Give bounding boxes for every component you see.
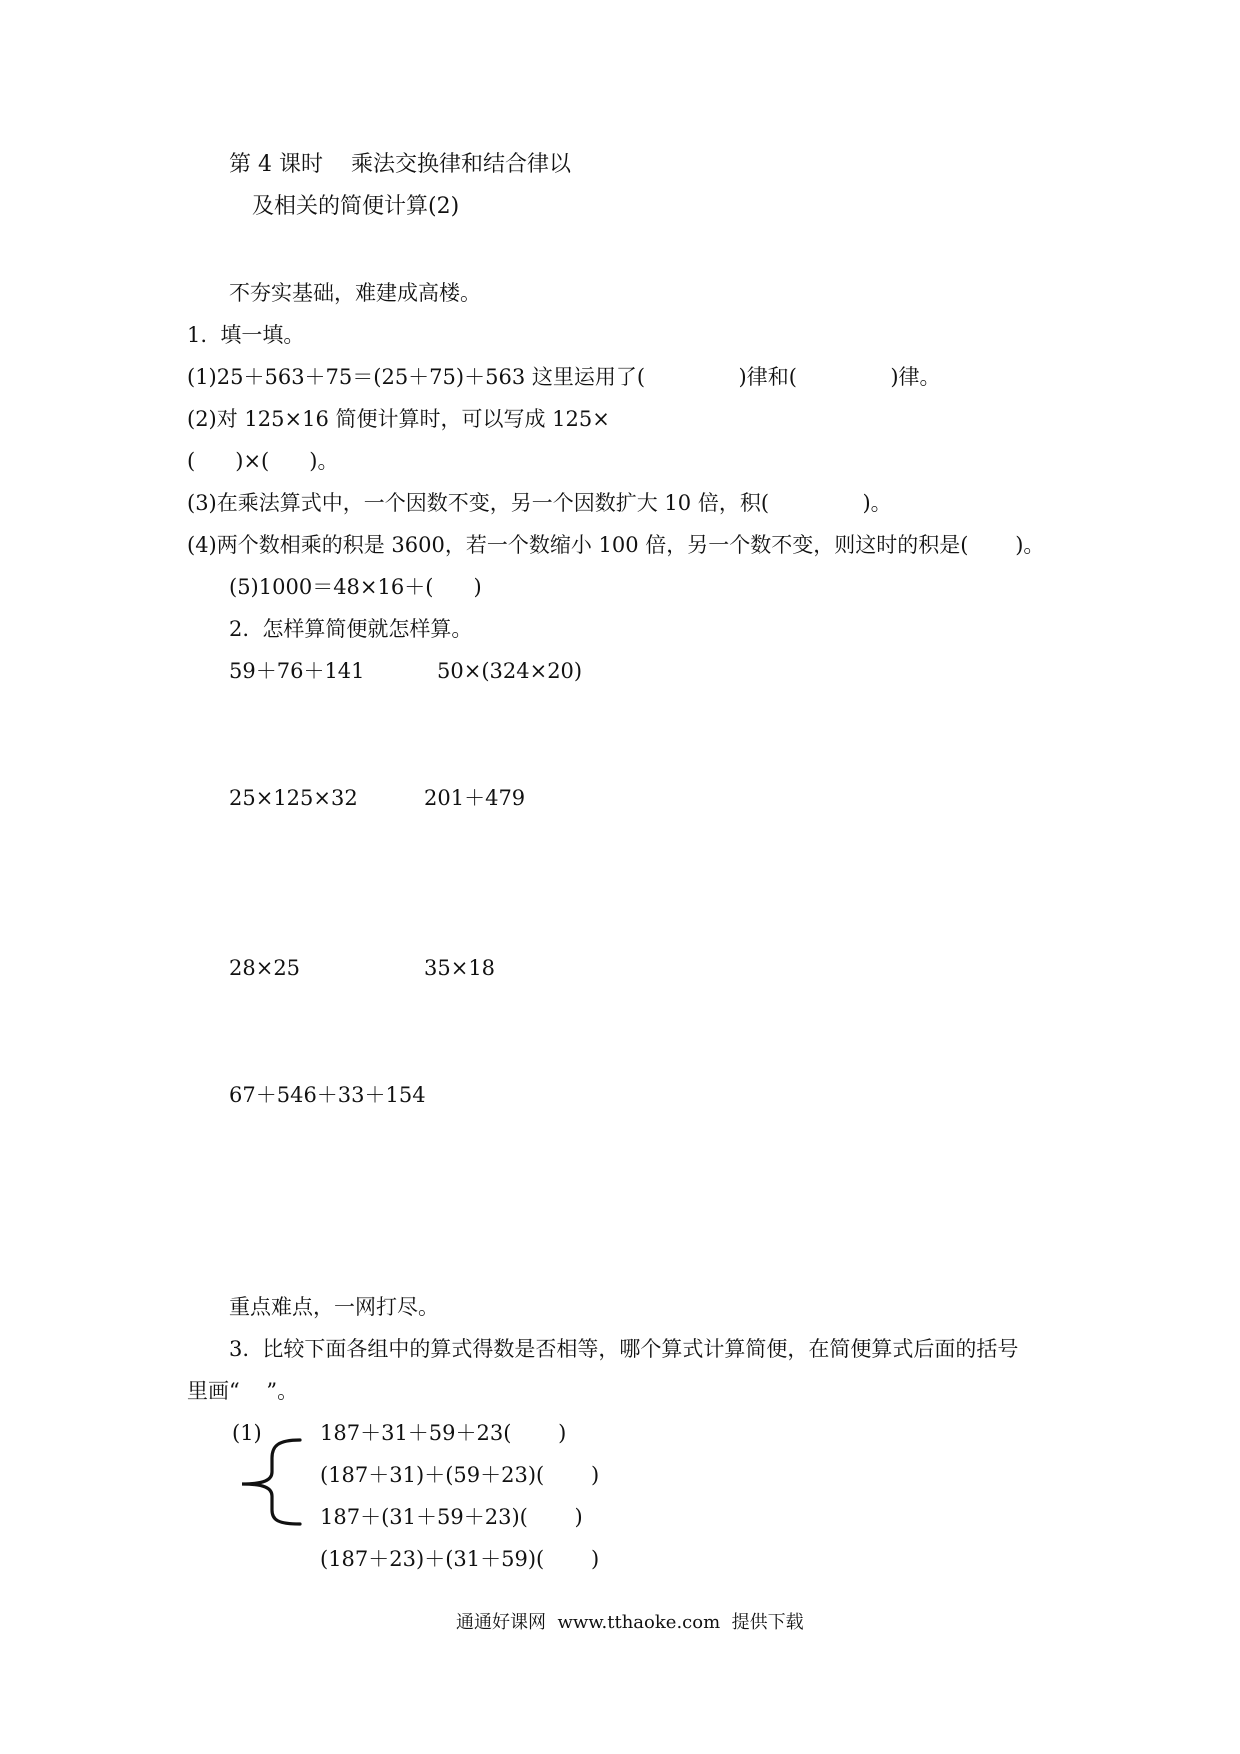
q2-expr-4: 201＋479 bbox=[424, 786, 526, 810]
q2-expr-2: 50×(324×20) bbox=[437, 659, 583, 683]
curly-brace-icon bbox=[238, 1436, 304, 1528]
q1-item-5: (5)1000＝48×16＋( ) bbox=[229, 575, 482, 599]
q3-option-2: (187＋31)＋(59＋23)( ) bbox=[320, 1463, 600, 1487]
q3-option-3: 187＋(31＋59＋23)( ) bbox=[320, 1505, 583, 1529]
footer-text: 通通好课网 www.tthaoke.com 提供下载 bbox=[456, 1612, 804, 1633]
q3-option-4: (187＋23)＋(31＋59)( ) bbox=[320, 1547, 600, 1571]
q2-label: 2. 怎样算简便就怎样算。 bbox=[229, 617, 473, 641]
q3-line1: 3. 比较下面各组中的算式得数是否相等，哪个算式计算简便，在简便算式后面的括号 bbox=[229, 1337, 1019, 1361]
q1-item-2-cont: ( )×( )。 bbox=[187, 449, 339, 473]
q1-item-3: (3)在乘法算式中，一个因数不变，另一个因数扩大 10 倍，积( )。 bbox=[187, 491, 892, 515]
lesson-title-line1: 第 4 课时 乘法交换律和结合律以 bbox=[229, 152, 571, 177]
q1-item-1: (1)25＋563＋75＝(25＋75)＋563 这里运用了( )律和( )律。 bbox=[187, 365, 941, 389]
q1-item-2: (2)对 125×16 简便计算时，可以写成 125× bbox=[187, 407, 610, 431]
q3-option-1: 187＋31＋59＋23( ) bbox=[320, 1421, 567, 1445]
section2-heading: 重点难点，一网打尽。 bbox=[229, 1295, 439, 1319]
lesson-title-line2: 及相关的简便计算(2) bbox=[252, 194, 460, 219]
q3-line2: 里画“ ”。 bbox=[187, 1379, 299, 1403]
q1-label: 1. 填一填。 bbox=[187, 323, 305, 347]
q2-expr-3: 25×125×32 bbox=[229, 786, 358, 810]
q2-expr-7: 67＋546＋33＋154 bbox=[229, 1083, 426, 1107]
q1-item-4: (4)两个数相乘的积是 3600，若一个数缩小 100 倍，另一个数不变，则这时的积是( )。 bbox=[187, 533, 1045, 557]
q2-expr-6: 35×18 bbox=[424, 956, 496, 980]
section1-heading: 不夯实基础，难建成高楼。 bbox=[229, 281, 481, 305]
q2-expr-5: 28×25 bbox=[229, 956, 301, 980]
q3-group-label: (1) bbox=[232, 1421, 262, 1445]
q2-expr-1: 59＋76＋141 bbox=[229, 659, 365, 683]
